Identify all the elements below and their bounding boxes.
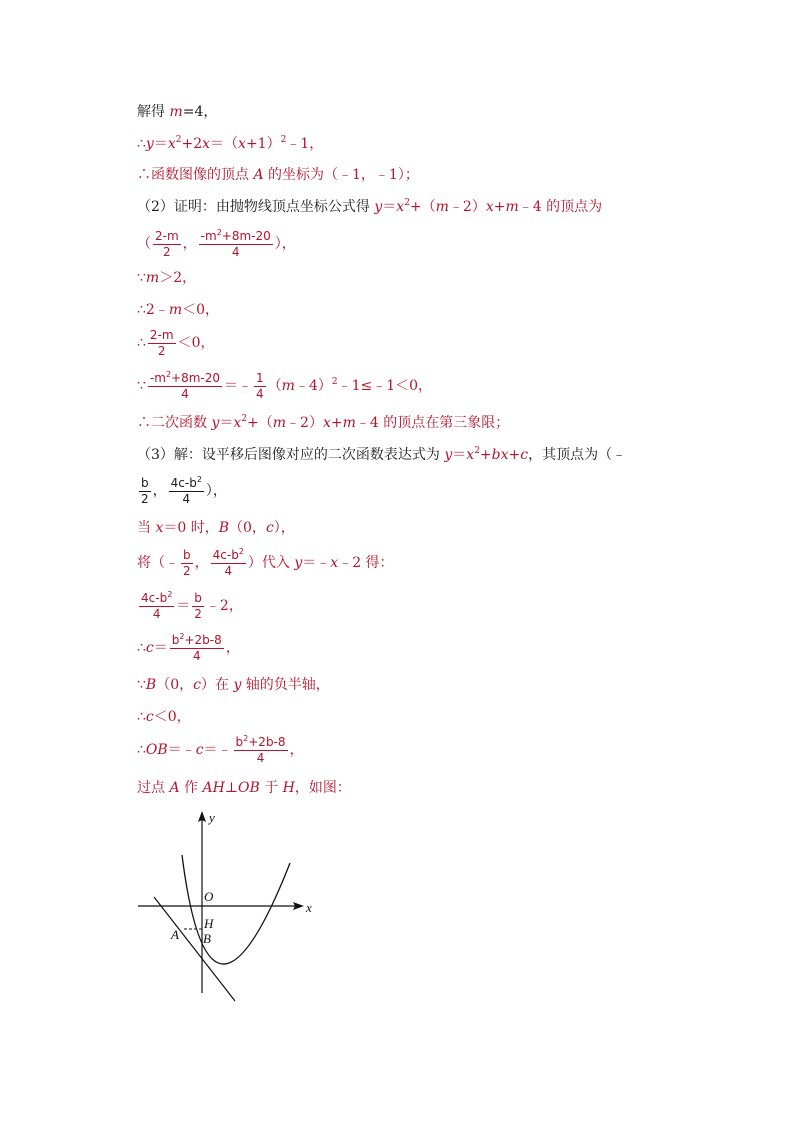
fraction: $\frac{b^2+2b-8}{4}$ [171, 631, 222, 663]
solution-line: ∴ $\frac{2-m}{2}$ ＜0， [137, 327, 215, 358]
solution-line: 将（﹣ $\frac{b}{2}$ ， $\frac{4c-b^2}{4}$ ）代入 y＝﹣x﹣2 得： [137, 546, 394, 578]
solution-line: ∴2﹣m＜0， [137, 302, 220, 318]
parabola-figure [138, 805, 318, 1005]
label-x: x [306, 900, 312, 915]
fraction: $\frac{-m^2+8m-20}{4}$ [149, 369, 221, 401]
fraction: $\frac{4c-b^2}{4}$ [212, 546, 244, 578]
solution-line: ∵ $\frac{-m^2+8m-20}{4}$ ＝﹣ $\frac{1}{4}$ （m﹣4）$^2$﹣1≤﹣1＜0， [137, 369, 433, 401]
solution-line: ∴c＜0， [137, 709, 191, 725]
fraction: $\frac{b}{2}$ [141, 475, 149, 506]
label-b: B [203, 931, 211, 946]
fraction: $\frac{b}{2}$ [183, 547, 191, 578]
label-a: A [171, 927, 179, 942]
solution-line: $\therefore y=x^2+2x=(x+1)^2﹣1$， [137, 135, 324, 152]
fraction: $\frac{b^2+2b-8}{4}$ [235, 733, 286, 765]
fraction: $\frac{2-m}{2}$ [149, 327, 174, 358]
solution-line: （2）证明：由抛物线顶点坐标公式得 $y=x^2+(m﹣2)x+m﹣4$ 的顶点为 [137, 198, 603, 215]
fraction: $\frac{-m^2+8m-20}{4}$ [200, 227, 271, 259]
solution-line: 过点 A 作 AH⊥OB 于 H，如图： [137, 780, 351, 796]
solution-line: （3）解：设平移后图像对应的二次函数表达式为 $y=x^2+bx+c$，其顶点为（﹣ [137, 446, 627, 463]
solution-line: （ $\frac{2-m}{2}$ ， $\frac{-m^2+8m-20}{4}$ ）， [137, 227, 296, 259]
fraction: $\frac{4c-b^2}{4}$ [170, 474, 202, 506]
solution-line: $\frac{4c-b^2}{4}$ ＝ $\frac{b}{2}$ ﹣2， [141, 589, 243, 621]
solution-line: ∴c＝ $\frac{b^2+2b-8}{4}$ ， [137, 631, 240, 663]
parabola-curve [182, 855, 290, 964]
solution-line: ∴函数图像的顶点 A 的坐标为（﹣1，﹣1）； [137, 167, 419, 183]
label-y: y [209, 810, 215, 825]
solution-line: ∴二次函数 $y=x^2+(m﹣2)x+m﹣4$ 的顶点在第三象限； [137, 414, 510, 431]
solution-line: ∵B（0，c）在 y 轴的负半轴， [137, 677, 330, 693]
label-h: H [204, 916, 214, 931]
label-o: O [204, 889, 214, 904]
solution-line: ∴OB＝﹣c＝﹣ $\frac{b^2+2b-8}{4}$ ， [137, 733, 304, 765]
line-ab [154, 897, 235, 1001]
solution-line: ∵m＞2， [137, 270, 197, 286]
solution-line: 当 x＝0 时，B（0，c）， [137, 520, 295, 536]
fraction: $\frac{4c-b^2}{4}$ [141, 589, 173, 621]
fraction: $\frac{1}{4}$ [256, 370, 264, 401]
fraction: $\frac{b}{2}$ [194, 590, 202, 621]
fraction: $\frac{2-m}{2}$ [155, 228, 179, 259]
solution-line: $\frac{b}{2}$ ， $\frac{4c-b^2}{4}$ ）， [141, 474, 227, 506]
solution-line: 解得 m=4， [137, 104, 218, 120]
